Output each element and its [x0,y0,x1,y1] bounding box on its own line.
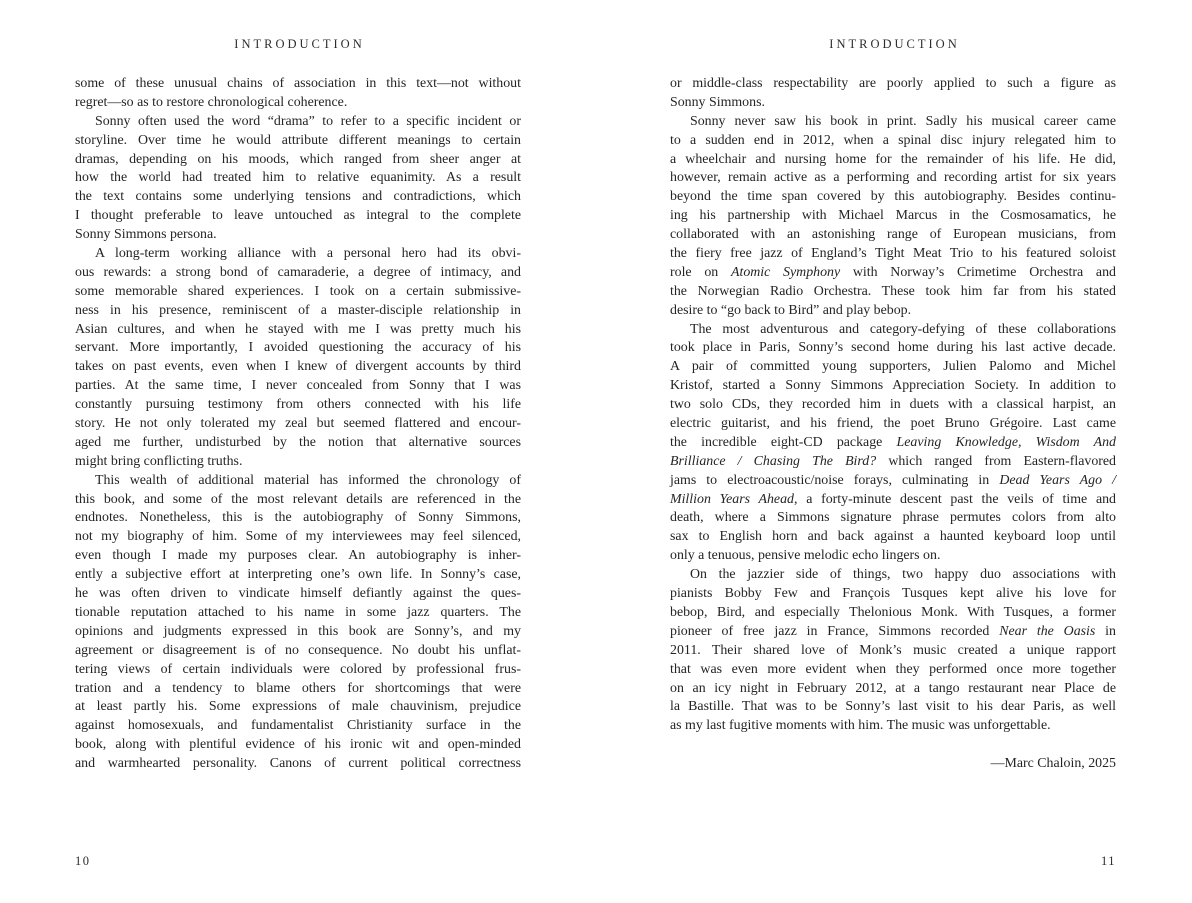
text-line: against homosexuals, and fundamentalist Christianity surface in the [75,718,521,734]
text-line: A long-term working alliance with a personal hero had its obvi- [95,246,521,262]
text-line: Kristof, started a Sonny Simmons Appreciation Society. In addition to [670,378,1116,394]
text-line: a wheelchair and nursing home for the remainder of his life. He did, [670,151,1116,167]
paragraph [670,566,1116,736]
text-line: two solo CDs, they recorded him in duets with a classical harpist, an [670,397,1116,413]
text-line: tionable reputation attached to his name in some jazz quarters. The [75,604,521,620]
text-line: A pair of committed young supporters, Julien Palomo and Michel [670,359,1116,375]
text-line: and warmhearted personality. Canons of current political correctness [75,756,521,772]
text-line: ness in his presence, reminiscent of a master-disciple relationship in [75,302,521,318]
text-line: might bring conflicting truths. [75,453,243,469]
text-line: sax to English horn and back against a haunted keyboard loop until [670,529,1116,545]
text-line: even though I made my purposes clear. An autobiography is inher- [75,548,521,564]
text-line: agreement or disagreement is of no consequence. No doubt his unflat- [75,642,521,658]
text-line: however, remain active as a performing and recording artist for six years [670,170,1116,186]
text-line: that was even more evident when they performed once more together [670,661,1116,677]
text-line: story. He not only tolerated my zeal but seemed flattered and encour- [75,416,521,432]
text-line: the Norwegian Radio Orchestra. These took him far from his stated [670,283,1116,299]
text-line: Sonny never saw his book in print. Sadly his musical career came [690,113,1116,129]
text-line: book, along with plentiful evidence of his ironic wit and open-minded [75,737,521,753]
text-line: storyline. Over time he would attribute different meanings to certain [75,132,521,148]
text-line: Sonny Simmons. [670,94,765,110]
text-line: some memorable shared experiences. I took on a certain submissive- [75,283,521,299]
text-line: Sonny Simmons persona. [75,227,217,243]
text-line: only a tenuous, pensive melodic echo lingers on. [670,548,941,564]
text-line: opinions and judgments expressed in this book are Sonny’s, and my [75,623,521,639]
paragraph [75,75,521,113]
text-line: this book, and some of the most relevant details are referenced in the [75,491,521,507]
book-page-right [670,0,1116,903]
text-line: Million Years Ahead, a forty-minute descent past the veils of time and [670,491,1116,507]
text-line: ing his partnership with Michael Marcus in the Cosmosamatics, he [670,208,1116,224]
text-line: took place in Paris, Sonny’s second home during his last active decade. [670,340,1116,356]
text-line: ently a subjective effort at interpreting one’s own life. In Sonny’s case, [75,567,521,583]
text-line: bebop, Bird, and especially Thelonious Monk. With Tusques, a former [670,604,1116,620]
page-number: 10 [75,854,91,868]
text-line: to a sudden end in 2012, when a spinal disc injury relegated him to [670,132,1116,148]
running-head: INTRODUCTION [829,37,960,51]
paragraph [670,75,1116,113]
text-line: ous rewards: a strong bond of camaraderie, a degree of intimacy, and [75,264,521,280]
book-page-left [75,0,521,903]
text-line: This wealth of additional material has informed the chronology of [95,472,521,488]
text-line: The most adventurous and category-defying of these collaborations [690,321,1116,337]
text-line: I thought preferable to leave untouched as integral to the complete [75,208,521,224]
text-line: pioneer of free jazz in France, Simmons recorded Near the Oasis in [670,623,1116,639]
text-line: pianists Bobby Few and François Tusques kept alive his love for [670,586,1116,602]
text-line: servant. More importantly, I avoided questioning the accuracy of his [75,340,521,356]
text-line: or middle-class respectability are poorly applied to such a figure as [670,76,1116,91]
text-line: Sonny often used the word “drama” to refer to a specific incident or [95,113,521,129]
text-line: dramas, depending on his moods, which ranged from sheer anger at [75,151,521,167]
page-number: 11 [1100,854,1116,868]
text-line: tering views of certain individuals were colored by professional frus- [75,661,521,677]
paragraph [670,321,1116,567]
signature-line: —Marc Chaloin, 2025 [990,756,1116,772]
text-line: electric guitarist, and his friend, the poet Bruno Grégoire. Last came [670,416,1116,432]
text-line: constantly pursuing testimony from others connected with his life [75,397,521,413]
text-line: role on Atomic Symphony with Norway’s Crimetime Orchestra and [670,264,1116,280]
text-line: some of these unusual chains of association in this text—not without [75,76,521,91]
text-line: death, where a Simmons signature phrase permutes colors from alto [670,510,1116,526]
paragraph [75,472,521,774]
text-line: parties. At the same time, I never concealed from Sonny that I was [75,378,521,394]
running-head: INTRODUCTION [234,37,365,51]
text-line: the incredible eight-CD package Leaving Knowledge, Wisdom And [670,434,1116,450]
text-line: the text contains some underlying tensions and contradictions, which [75,189,521,205]
text-line: jams to electroacoustic/noise forays, culminating in Dead Years Ago / [670,472,1116,488]
text-block [670,75,1116,774]
text-line: the fiery free jazz of England’s Tight Meat Trio to his featured soloist [670,246,1116,262]
text-line: desire to “go back to Bird” and play bebop. [670,302,912,318]
text-line: la Bastille. That was to be Sonny’s last visit to his dear Paris, as well [670,699,1116,715]
text-line: takes on past events, even when I knew of divergent accounts by third [75,359,521,375]
paragraph [75,113,521,245]
text-line: 2011. Their shared love of Monk’s music created a unique rapport [670,642,1116,658]
text-line: tration and a tendency to blame others for shortcomings that were [75,680,521,696]
text-line: how the world had treated him to relative equanimity. As a result [75,170,521,186]
paragraph [670,113,1116,321]
text-line: at least partly his. Some expressions of male chauvinism, prejudice [75,699,521,715]
text-line: Brilliance / Chasing The Bird? which ranged from Eastern-flavored [670,453,1117,469]
text-line: he was often driven to vindicate himself defiantly against the ques- [75,586,521,602]
text-line: as my last fugitive moments with him. The music was unforgettable. [670,718,1051,734]
text-line: aged me further, undisturbed by the notion that alternative sources [75,434,521,450]
text-line: On the jazzier side of things, two happy duo associations with [690,567,1116,583]
text-line: regret—so as to restore chronological coherence. [75,94,348,110]
text-line: collaborated with an astonishing range of European musicians, from [670,227,1116,243]
text-line: endnotes. Nonetheless, this is the autobiography of Sonny Simmons, [75,510,521,526]
text-line: on an icy night in February 2012, at a tango restaurant near Place de [670,680,1116,696]
text-line: not my biography of him. Some of my interviewees may feel silenced, [75,529,521,545]
text-block [75,75,521,774]
paragraph [75,245,521,472]
text-line: Asian cultures, and when he stayed with me I was pretty much his [75,321,521,337]
text-line: beyond the time span covered by this autobiography. Besides continu- [670,189,1116,205]
